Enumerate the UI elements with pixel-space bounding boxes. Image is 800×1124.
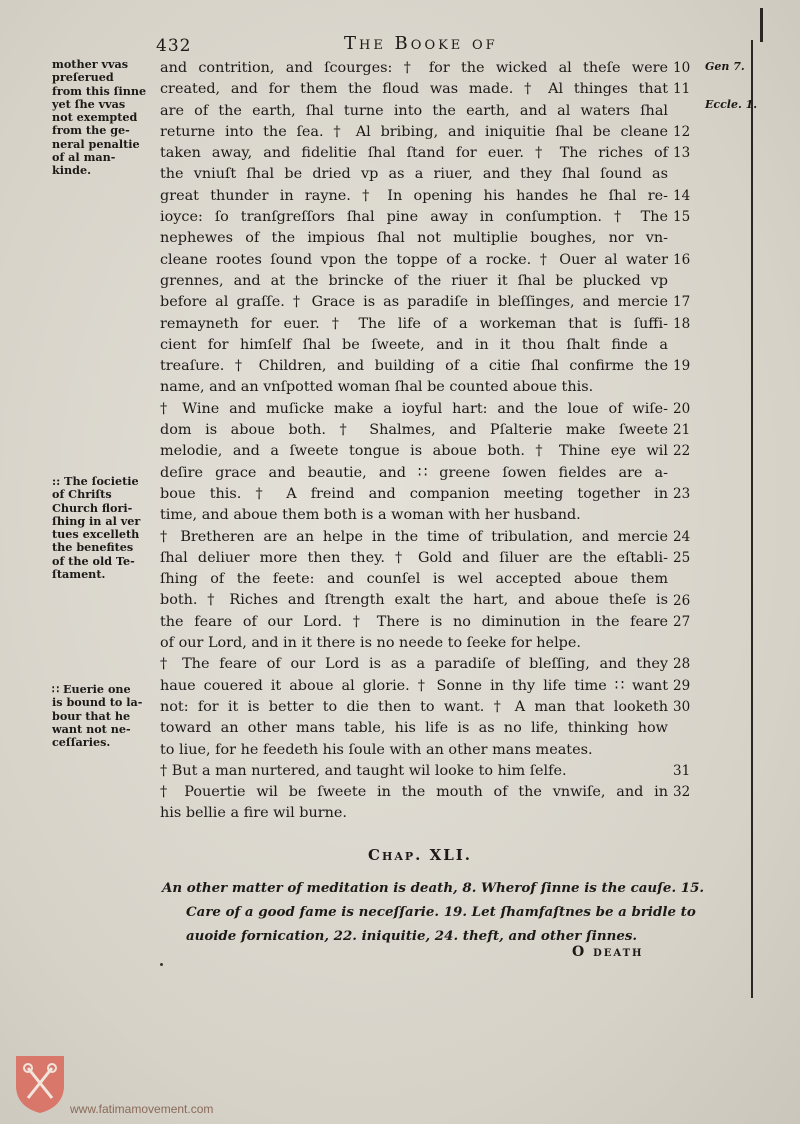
text-line: before al graſſe. † Grace is as paradiſe in bleſſinges, and mercie bbox=[160, 294, 668, 311]
verse-number: 21 bbox=[673, 422, 691, 439]
margin-ref-genesis: Gen 7. bbox=[705, 60, 745, 73]
chapter-summary-line: auoide fornication, 22. iniquitie, 24. theft, and other ſinnes. bbox=[186, 928, 638, 944]
margin-note-line: :: The ſocietie bbox=[52, 474, 139, 488]
chapter-summary-line: Care of a good fame is neceſſarie. 19. Let ſhamfaſtnes be a bridle to bbox=[186, 904, 696, 920]
text-line: † The feare of our Lord is as a paradiſe of bleſſing, and they bbox=[160, 656, 668, 673]
margin-note-mother bbox=[52, 58, 156, 178]
verse-number: 13 bbox=[673, 145, 691, 162]
chapter-heading: Chap. XLI. bbox=[368, 846, 473, 864]
page-number: 432 bbox=[156, 36, 192, 56]
margin-ref-ecclesiastes: Eccle. 1. bbox=[705, 98, 758, 111]
text-line: haue couered it aboue al glorie. † Sonne in thy life time ∷ want bbox=[160, 677, 668, 694]
margin-note-line: from the ge- bbox=[52, 123, 130, 138]
verse-number: 27 bbox=[673, 613, 691, 630]
margin-note-line: Church flori- bbox=[52, 500, 133, 515]
text-line: † Pouertie wil be ſweete in the mouth of the vnwiſe, and in bbox=[160, 784, 668, 801]
verse-number: 30 bbox=[673, 699, 691, 715]
text-line: created, and for them the floud was made. † Al thinges that bbox=[160, 81, 668, 98]
margin-note-line: ceſſaries. bbox=[52, 735, 111, 750]
verse-number: 15 bbox=[673, 209, 691, 226]
margin-note-church-society bbox=[52, 475, 156, 581]
margin-note-line: of the old Te- bbox=[52, 553, 135, 568]
text-line: are of the earth, ſhal turne into the earth, and al waters ſhal bbox=[160, 102, 668, 119]
text-line: † Bretheren are an helpe in the time of tribulation, and mercie bbox=[160, 528, 668, 545]
verse-number: 31 bbox=[673, 762, 691, 779]
text-line: his bellie a fire wil burne. bbox=[160, 805, 347, 822]
margin-note-line: ſhing in al ver bbox=[52, 513, 141, 528]
text-line: the feare of our Lord. † There is no diminution in the feare bbox=[160, 613, 668, 630]
page-corner-mark bbox=[760, 8, 763, 42]
verse-number: 26 bbox=[673, 592, 691, 609]
margin-note-line: from this ſinne bbox=[52, 83, 147, 98]
text-line: grennes, and at the brincke of the riuer it ſhal be plucked vp bbox=[160, 272, 668, 289]
verse-number: 14 bbox=[673, 187, 691, 204]
margin-note-line: tues excelleth bbox=[52, 527, 140, 542]
margin-note-line: of Chriſts bbox=[52, 487, 112, 502]
verse-number: 32 bbox=[673, 784, 691, 801]
margin-note-line: yet ſhe vvas bbox=[52, 96, 126, 111]
right-margin-rule bbox=[751, 40, 753, 998]
verse-number: 17 bbox=[673, 294, 691, 311]
main-text-block bbox=[160, 58, 668, 825]
text-line: both. † Riches and ſtrength exalt the hart, and aboue theſe is bbox=[160, 592, 668, 609]
text-line: † But a man nurtered, and taught wil looke to him ſelfe. bbox=[160, 762, 567, 779]
margin-note-line: want not ne- bbox=[52, 721, 131, 736]
margin-note-line: the benefites bbox=[52, 540, 134, 555]
text-line: remayneth for euer. † The life of a workeman that is ſuffi- bbox=[160, 315, 668, 332]
margin-note-line: mother vvas bbox=[52, 57, 129, 71]
margin-note-line: of al man- bbox=[52, 150, 116, 165]
text-line: the vniuſt ſhal be dried vp as a riuer, and they ſhal ſound as bbox=[160, 166, 668, 183]
verse-number: 24 bbox=[673, 528, 691, 545]
ink-dot bbox=[160, 963, 163, 966]
text-line: ſhal deliuer more then they. † Gold and ſiluer are the eſtabli- bbox=[160, 549, 668, 566]
margin-note-line: not exempted bbox=[52, 110, 138, 125]
text-line: boue this. † A freind and companion meeting together in bbox=[160, 485, 668, 502]
verse-number: 16 bbox=[673, 251, 691, 268]
verse-number: 12 bbox=[673, 123, 691, 140]
text-line: ioyce: ſo tranſgreſſors ſhal pine away in conſumption. † The bbox=[160, 209, 668, 226]
verse-number: 23 bbox=[673, 486, 691, 502]
text-line: cleane rootes ſound vpon the toppe of a rocke. † Ouer al water bbox=[160, 251, 668, 268]
text-line: great thunder in rayne. † In opening his handes he ſhal re- bbox=[160, 187, 668, 204]
text-line: name, and an vnſpotted woman ſhal be counted aboue this. bbox=[160, 379, 594, 396]
margin-note-line: bour that he bbox=[52, 708, 131, 723]
verse-number: 20 bbox=[673, 400, 691, 417]
margin-note-line: ∷ Euerie one bbox=[52, 682, 131, 696]
text-line: toward an other mans table, his life is as no life, thinking how bbox=[160, 720, 668, 737]
text-line: ſhing of the feete: and counſel is wel accepted aboue them bbox=[160, 571, 668, 588]
verse-number: 10 bbox=[673, 60, 691, 76]
text-line: melodie, and a ſweete tongue is aboue both. † Thine eye wil bbox=[160, 443, 668, 460]
margin-note-line: preſerued bbox=[52, 70, 114, 85]
text-line: dom is aboue both. † Shalmes, and Pſalterie make ſweete bbox=[160, 422, 668, 439]
verse-number: 22 bbox=[673, 443, 691, 460]
text-line: cient for himſelf ſhal be ſweete, and in it thou ſhalt finde a bbox=[160, 336, 668, 353]
verse-number: 19 bbox=[673, 358, 691, 375]
text-line: taken away, and fidelitie ſhal ſtand for euer. † The riches of bbox=[160, 145, 668, 162]
text-line: time, and aboue them both is a woman with her husband. bbox=[160, 507, 581, 524]
website-link[interactable]: www.fatimamovement.com bbox=[70, 1102, 214, 1116]
text-line: returne into the ſea. † Al bribing, and iniquitie ſhal be cleane bbox=[160, 123, 668, 140]
text-line: of our Lord, and in it there is no neede to ſeeke for helpe. bbox=[160, 635, 581, 652]
verse-number: 11 bbox=[673, 81, 691, 98]
running-title: The Booke of bbox=[344, 33, 498, 54]
text-line: and contrition, and ſcourges: † for the wicked al theſe were bbox=[160, 60, 668, 76]
text-line: † Wine and muſicke make a ioyful hart: and the loue of wiſe- bbox=[160, 400, 668, 417]
margin-note-line: kinde. bbox=[52, 163, 91, 178]
margin-note-line: ſtament. bbox=[52, 567, 106, 582]
chapter-summary-line: An other matter of meditation is death, 8. Wherof ſinne is the cauſe. 15. bbox=[162, 880, 705, 896]
text-line: deſire grace and beautie, and ∷ greene ſowen fieldes are a- bbox=[160, 464, 668, 481]
papal-keys-shield-icon bbox=[14, 1054, 66, 1114]
margin-note-labour bbox=[52, 683, 156, 749]
catchword: O death bbox=[572, 944, 644, 960]
text-line: nephewes of the impious ſhal not multiplie boughes, nor vn- bbox=[160, 230, 668, 247]
margin-note-line: is bound to la- bbox=[52, 695, 143, 710]
verse-number: 28 bbox=[673, 656, 691, 673]
margin-note-line: neral penaltie bbox=[52, 136, 140, 151]
verse-number: 18 bbox=[673, 315, 691, 332]
text-line: not: for it is better to die then to want. † A man that looketh bbox=[160, 698, 668, 715]
verse-number: 29 bbox=[673, 677, 691, 694]
text-line: treaſure. † Children, and building of a citie ſhal confirme the bbox=[160, 358, 668, 375]
text-line: to liue, for he feedeth his ſoule with an other mans meates. bbox=[160, 741, 593, 758]
verse-number: 25 bbox=[673, 549, 691, 566]
